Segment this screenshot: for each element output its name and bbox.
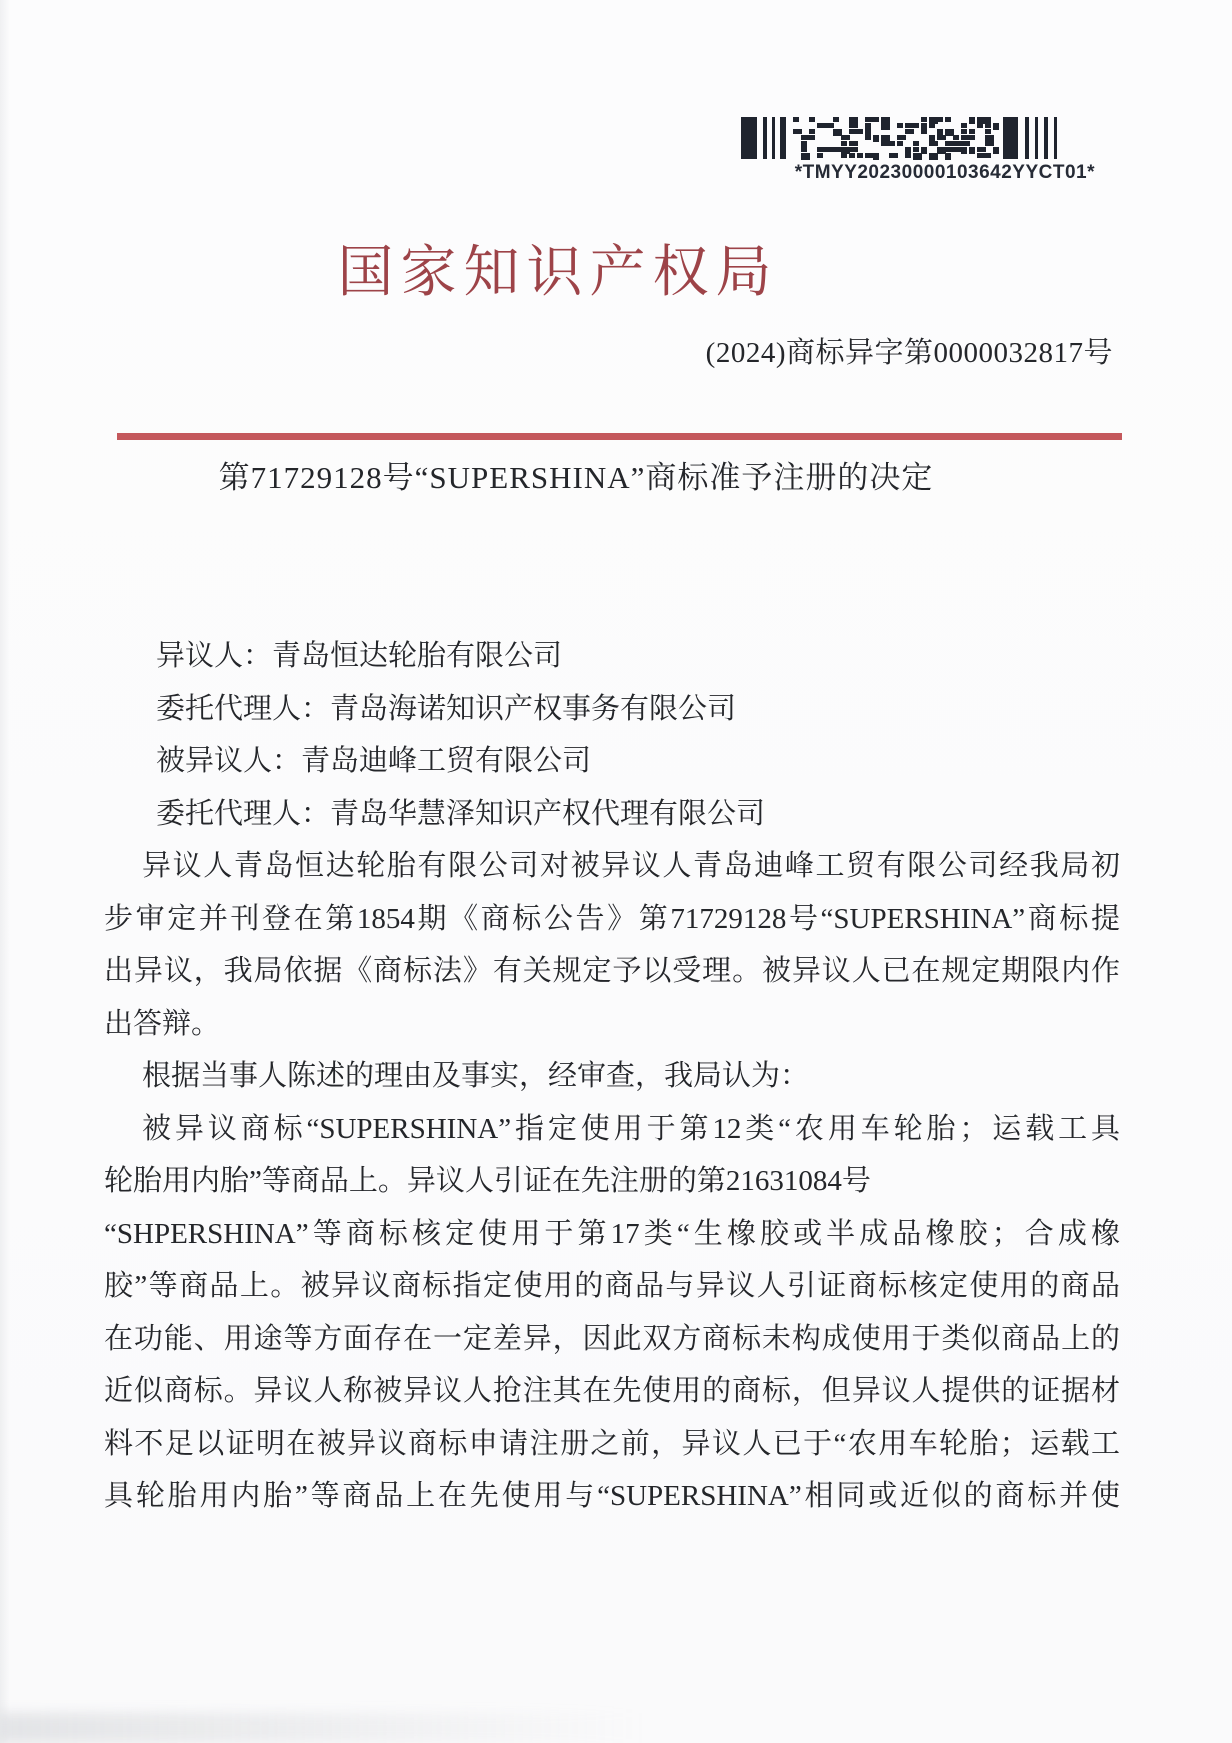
barcode-label: *TMYY20230000103642YYCT01* — [794, 162, 1095, 183]
red-divider — [117, 433, 1122, 440]
body-line: 出答辩。 — [104, 1007, 221, 1040]
body-line: 根据当事人陈述的理由及事实，经审查，我局认为： — [142, 1060, 810, 1092]
document-body — [104, 630, 1120, 1523]
body-line: “SHPERSHINA”等商标核定使用于第17类“生橡胶或半成品橡胶；合成橡 — [104, 1217, 1120, 1250]
body-line: 被异议人：青岛迪峰工贸有限公司 — [156, 745, 592, 777]
body-line: 步审定并刊登在第1854期《商标公告》第71729128号“SUPERSHINA”商标提 — [104, 902, 1120, 935]
body-line: 轮胎用内胎”等商品上。异议人引证在先注册的第21631084号 — [104, 1165, 871, 1197]
body-line: 委托代理人：青岛海诺知识产权事务有限公司 — [156, 692, 737, 725]
scan-smudge — [0, 1713, 760, 1743]
doc-number: (2024)商标异字第0000032817号 — [705, 337, 1113, 369]
body-line: 胶”等商品上。被异议商标指定使用的商品与异议人引证商标核定使用的商品 — [104, 1270, 1120, 1302]
body-line: 被异议商标“SUPERSHINA”指定使用于第12类“农用车轮胎；运载工具 — [142, 1112, 1120, 1145]
body-line: 异议人青岛恒达轮胎有限公司对被异议人青岛迪峰工贸有限公司经我局初 — [142, 850, 1120, 882]
barcode — [733, 115, 1095, 184]
body-line: 近似商标。异议人称被异议人抢注其在先使用的商标，但异议人提供的证据材 — [104, 1375, 1120, 1407]
body-line: 在功能、用途等方面存在一定差异，因此双方商标未构成使用于类似商品上的 — [104, 1322, 1120, 1355]
body-line: 料不足以证明在被异议商标申请注册之前，异议人已于“农用车轮胎；运载工 — [104, 1427, 1120, 1460]
agency-title: 国家知识产权局 — [337, 242, 779, 304]
decision-title: 第71729128号“SUPERSHINA”商标准予注册的决定 — [218, 460, 934, 495]
barcode-image — [741, 115, 1061, 161]
body-line: 委托代理人：青岛华慧泽知识产权代理有限公司 — [156, 797, 766, 830]
body-line: 出异议，我局依据《商标法》有关规定予以受理。被异议人已在规定期限内作 — [104, 955, 1120, 987]
body-line: 异议人：青岛恒达轮胎有限公司 — [156, 640, 563, 672]
body-line: 具轮胎用内胎”等商品上在先使用与“SUPERSHINA”相同或近似的商标并使 — [104, 1480, 1120, 1512]
